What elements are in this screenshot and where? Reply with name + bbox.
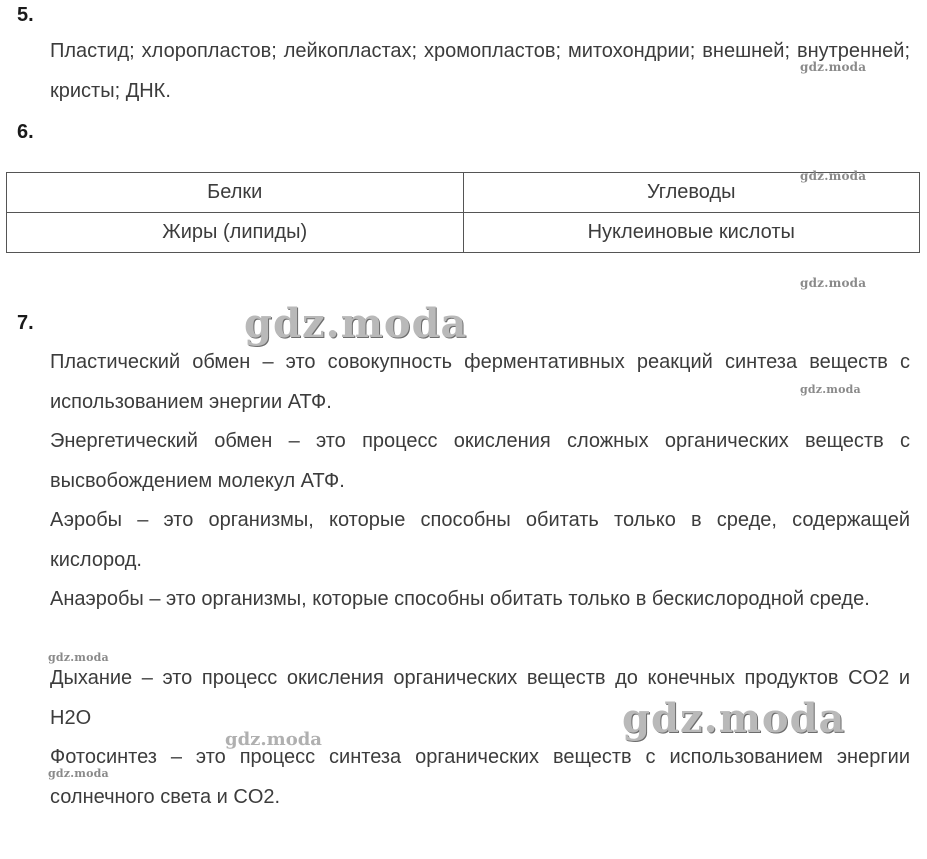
watermark: gdz.moda	[800, 60, 867, 74]
definition-catabolism: Энергетический обмен – это процесс окисления сложных органических веществ с высвобождением молекул АТФ.	[50, 430, 910, 492]
definition-aerobes: Аэробы – это организмы, которые способны обитать только в среде, содержащей кислород.	[50, 509, 910, 571]
watermark: gdz.moda	[48, 651, 109, 664]
definition-anaerobes: Анаэробы – это организмы, которые способны обитать только в бескислородной среде.	[50, 588, 870, 610]
task-5-number: 5.	[17, 4, 34, 26]
table-cell: Нуклеиновые кислоты	[463, 213, 920, 253]
table-cell: Белки	[7, 173, 464, 213]
definition-respiration: Дыхание – это процесс окисления органических веществ до конечных продуктов CO2 и H2O	[50, 667, 910, 729]
table-row	[7, 213, 920, 253]
task-5-answer: Пластид; хлоропластов; лейкопластах; хромопластов; митохондрии; внешней; внутренней; кристы; ДНК.	[50, 40, 910, 102]
definition-photosynthesis: Фотосинтез – это процесс синтеза органических веществ с использованием энергии солнечного света и CO2.	[50, 746, 910, 808]
table-cell: Углеводы	[463, 173, 920, 213]
table-row	[7, 173, 920, 213]
watermark-large: gdz.moda	[622, 695, 846, 742]
watermark: gdz.moda	[800, 276, 867, 290]
watermark: gdz.moda	[800, 169, 867, 183]
watermark-medium: gdz.moda	[225, 729, 322, 750]
definition-anabolism: Пластический обмен – это совокупность ферментативных реакций синтеза веществ с использованием энергии АТФ.	[50, 351, 910, 413]
watermark: gdz.moda	[800, 383, 861, 396]
task-6-number: 6.	[17, 121, 34, 143]
macromolecules-table	[6, 172, 920, 253]
watermark: gdz.moda	[48, 767, 109, 780]
watermark-large: gdz.moda	[244, 300, 468, 347]
table-cell: Жиры (липиды)	[7, 213, 464, 253]
task-7-number: 7.	[17, 312, 34, 334]
